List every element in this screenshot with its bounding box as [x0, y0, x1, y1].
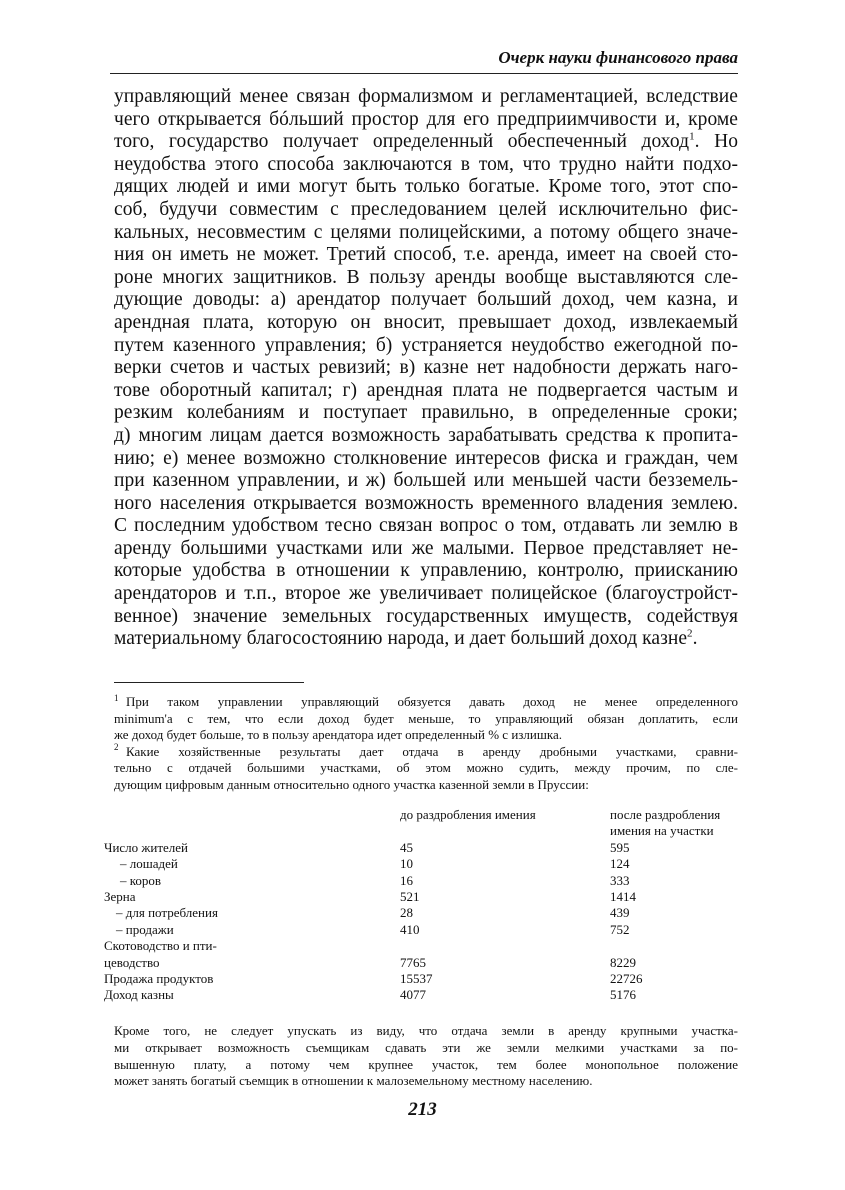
text-line: чего открывается бóльший простор для его предприимчивости и, кроме [114, 108, 738, 130]
value-after: 595 [610, 839, 630, 855]
footnote-1 [114, 694, 738, 744]
value-after [610, 938, 760, 954]
text-line: дующие доводы: а) арендатор получает больший доход, чем казна, и [114, 289, 738, 311]
main-text [114, 86, 738, 651]
table-body [104, 840, 760, 1004]
value-before: 10 [400, 856, 413, 872]
text-line-content: того, государство получает определенный обеспеченный доход [114, 131, 690, 153]
table-row [104, 856, 760, 872]
footnote-line: тельно с отдачей большими участками, об этом можно судить, между прочим, по сле- [114, 760, 738, 776]
page-number: 213 [408, 1099, 437, 1120]
value-after: 22726 [610, 971, 643, 987]
footnote-text: Какие хозяйственные результаты дает отдача в аренду дробными участками, сравни- [126, 743, 738, 759]
text-line: путем казенного управления; б) устраняется неудобство ежегодной по- [114, 334, 738, 356]
table-row [104, 840, 760, 856]
text-line: при казенном управлении, и ж) большей или меньшей части безземель- [114, 470, 738, 492]
text-line: кальных, несовместим с целями полицейскими, а потому общего значе- [114, 221, 738, 243]
row-label: Доход казны [104, 987, 174, 1003]
footnote-rule [114, 682, 304, 683]
footnote-line: Кроме того, не следует упускать из виду, что отдача земли в аренду крупными участка- [114, 1023, 738, 1038]
value-after: 8229 [610, 954, 636, 970]
footnote-line: дующим цифровым данным относительно одного участка казенной земли в Пруссии: [114, 776, 589, 792]
text-line: д) многим лицам дается возможность зарабатывать средства к пропита- [114, 424, 738, 446]
row-label: Скотоводство и пти- [104, 938, 217, 954]
table-row [104, 987, 760, 1003]
row-label: Продажа продуктов [104, 971, 214, 987]
value-before: 15537 [400, 971, 433, 987]
text-line: управляющий менее связан формализмом и регламентацией, вследствие [114, 86, 738, 107]
footnote-ref-2: 2 [687, 627, 693, 640]
column-header-before: до раздробления имения [400, 807, 536, 822]
row-label: – для потребления [116, 905, 218, 921]
text-line: резким колебаниям и поступает правильно, в определенные сроки; [114, 402, 738, 424]
value-after: 333 [610, 872, 630, 888]
footnote-line: minimum'а с тем, что если доход будет меньше, то управляющий обязан доплатить, если [114, 710, 738, 726]
footnote-text: При таком управлении управляющий обязуется давать доход не менее определенного [126, 694, 738, 709]
row-label: Зерна [104, 889, 136, 905]
value-before: 45 [400, 839, 413, 855]
text-line: тове оборотный капитал; г) арендная плата не подвергается частым и [114, 379, 738, 401]
table-header-row [104, 807, 760, 823]
text-line [114, 628, 738, 651]
value-before [400, 938, 610, 954]
footnote-line: 1 При таком управлении управляющий обязуется давать доход не менее определенного [114, 692, 738, 709]
value-before: 16 [400, 872, 413, 888]
table-row [104, 938, 760, 954]
text-line: того, государство получает определенный обеспеченный доход$^1$. Но [114, 130, 738, 153]
table-row [104, 955, 760, 971]
table-row [104, 922, 760, 938]
value-after: 124 [610, 856, 630, 872]
footnote-continuation [114, 1023, 738, 1090]
footnote-line: же доход будет больше, то в пользу арендатора идет определенный % с излишка. [114, 727, 563, 743]
table-row [104, 889, 760, 905]
column-header-after: после раздробления [610, 807, 721, 822]
text-line: нию; е) менее возможно столкновение интересов фиска и граждан, чем [114, 447, 738, 469]
value-before: 521 [400, 889, 420, 905]
text-line: верки счетов и частых ревизий; в) казне нет надобности держать наго- [114, 357, 738, 379]
text-line: которые удобства в отношении к управлению, контролю, приисканию [114, 560, 738, 582]
footnotes [114, 694, 738, 794]
footnote-2 [114, 744, 738, 794]
text-line: дящих людей и ими могут быть только богатые. Кроме того, этот спо- [114, 176, 738, 198]
text-line-tail: . [692, 628, 698, 650]
text-line: венное) значение земельных государственных имуществ, содействуя [114, 605, 738, 627]
text-line: арендаторов и т.п., второе же увеличивает полицейское (благоустройст- [114, 583, 738, 605]
value-before: 7765 [400, 954, 426, 970]
table-header-row [104, 823, 760, 839]
row-label: Число жителей [104, 839, 189, 855]
column-header-spacer [104, 823, 400, 839]
value-before: 410 [400, 921, 420, 937]
table-row [104, 971, 760, 987]
table-row [104, 873, 760, 889]
column-header-label [104, 807, 400, 823]
value-after: 752 [610, 921, 630, 937]
text-line: соб, будучи совместим с преследованием целей исключительно фис- [114, 198, 738, 220]
text-line: роне многих защитников. В пользу аренды вообще выставляются сле- [114, 266, 738, 288]
text-line: С последним удобством тесно связан вопрос о том, отдавать ли землю в [114, 515, 738, 537]
footnote-line: 2 Какие хозяйственные результаты дает отдача в аренду дробными участками, сравни- [114, 742, 738, 759]
text-line: арендная плата, которую он вносит, превышает доход, извлекаемый [114, 311, 738, 333]
text-line: ного населения открывается возможность временного владения землею. [114, 492, 738, 514]
value-before: 28 [400, 905, 413, 921]
value-after: 5176 [610, 987, 636, 1003]
text-line-tail: Но [714, 131, 738, 153]
row-label: цеводство [104, 954, 160, 970]
value-after: 1414 [610, 889, 636, 905]
running-header: Очерк науки финансового права [498, 48, 738, 67]
row-label: – коров [120, 872, 162, 888]
footnote-line: может занять богатый съемщик в отношении к малоземельному местному населению. [114, 1073, 593, 1089]
row-label: – лошадей [120, 856, 178, 872]
value-after: 439 [610, 905, 630, 921]
text-line: аренду большими участками или же малыми. Первое представляет не- [114, 537, 738, 559]
footnote-ref-1: 1 [689, 130, 695, 143]
header-rule [110, 73, 738, 74]
table-row [104, 905, 760, 921]
text-line-content: материальному благосостоянию народа, и дает больший доход казне [114, 628, 688, 650]
statistics-table [104, 807, 760, 1004]
footnote-line: вышенную плату, а потому чем крупнее участок, тем более монопольное положение [114, 1056, 738, 1072]
text-line: ния он иметь не может. Третий способ, т.е. аренда, имеет на своей сто- [114, 244, 738, 266]
row-label: – продажи [116, 921, 174, 937]
text-line: неудобства этого способа заключаются в том, что трудно найти подхо- [114, 153, 738, 175]
footnote-line: ми открывает возможность съемщикам сдавать эти же земли мелкими участками за по- [114, 1039, 738, 1055]
column-header-after-cont: имения на участки [610, 823, 714, 839]
column-header-spacer [400, 823, 610, 839]
value-before: 4077 [400, 987, 426, 1003]
